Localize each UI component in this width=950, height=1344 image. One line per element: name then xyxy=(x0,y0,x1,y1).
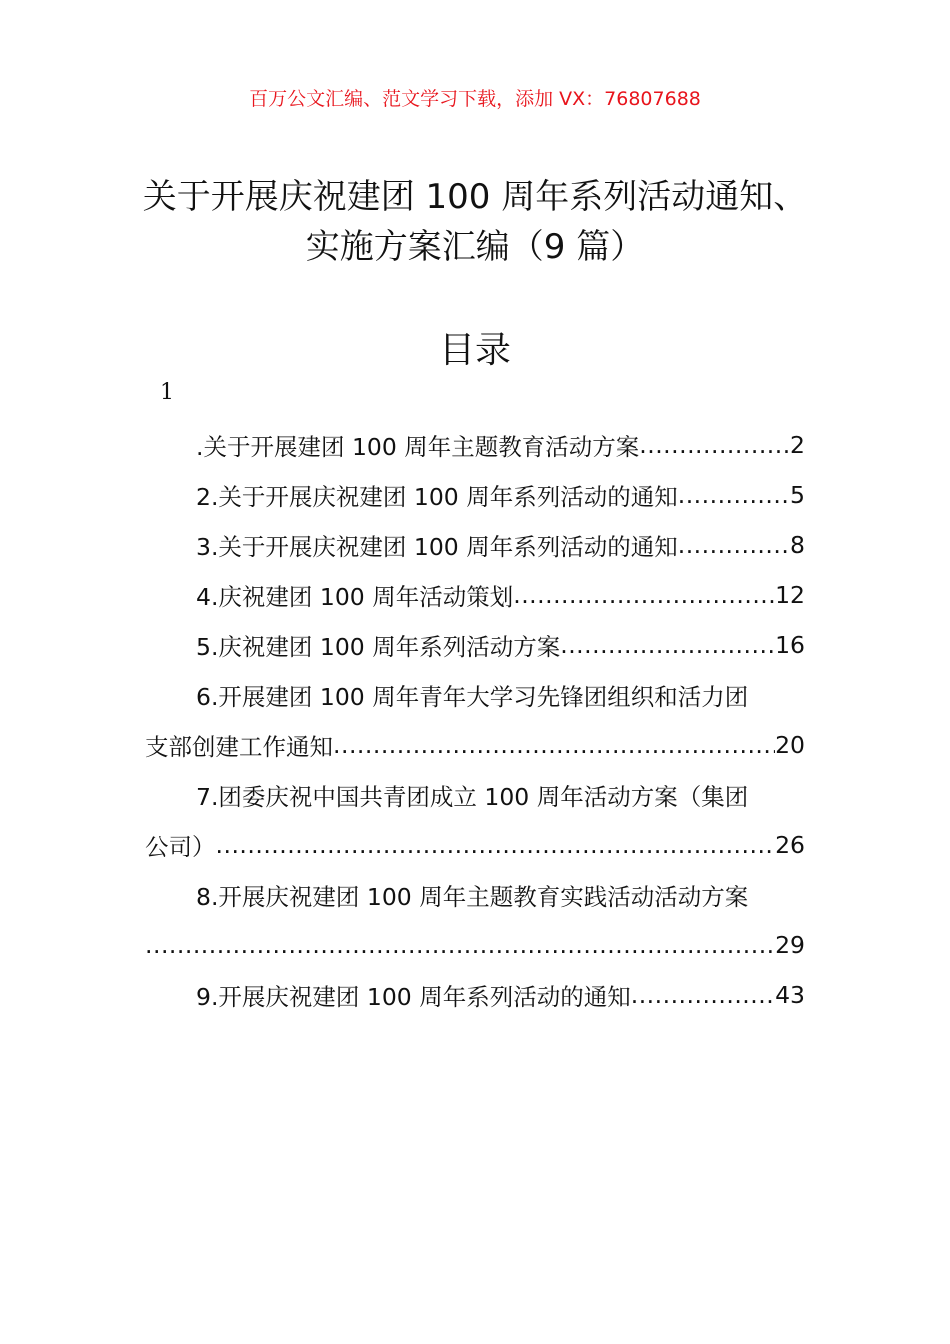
toc-entry-continuation[interactable] xyxy=(145,920,805,970)
dot-leader xyxy=(216,831,776,859)
toc-entry-title: 9.开展庆祝建团 100 周年系列活动的通知 xyxy=(196,983,631,1011)
toc-entry-title: 3.关于开展庆祝建团 100 周年系列活动的通知 xyxy=(196,533,678,561)
document-title xyxy=(0,172,950,272)
toc-entry-title: 8.开展庆祝建团 100 周年主题教育实践活动活动方案 xyxy=(196,883,749,911)
toc-entry-page: 43 xyxy=(775,981,805,1009)
toc-entry-page: 29 xyxy=(775,931,805,959)
toc-entry-page: 26 xyxy=(775,831,805,859)
toc-entry-title: 4.庆祝建团 100 周年活动策划 xyxy=(196,583,514,611)
toc-entry-page: 12 xyxy=(775,581,805,609)
dot-leader xyxy=(678,481,790,509)
toc-heading: 目录 xyxy=(438,330,511,371)
toc-entry-title: 7.团委庆祝中国共青团成立 100 周年活动方案（集团 xyxy=(196,783,749,811)
toc-entry-title-continuation: 支部创建工作通知 xyxy=(145,733,333,761)
toc-entry-continuation[interactable] xyxy=(145,720,805,770)
toc-entry-title: 5.庆祝建团 100 周年系列活动方案 xyxy=(196,633,561,661)
toc-entry-title-continuation: 公司） xyxy=(145,833,216,861)
toc-entry-title: 6.开展建团 100 周年青年大学习先锋团组织和活力团 xyxy=(196,683,749,711)
title-line: 实施方案汇编（9 篇） xyxy=(305,227,645,267)
dot-leader xyxy=(678,531,790,559)
dot-leader xyxy=(560,631,775,659)
toc-entry-title: 2.关于开展庆祝建团 100 周年系列活动的通知 xyxy=(196,483,678,511)
toc-entry-page: 16 xyxy=(775,631,805,659)
toc-first-number: 1 xyxy=(160,380,174,405)
toc-entry[interactable] xyxy=(145,420,805,470)
toc-entry[interactable] xyxy=(145,870,805,920)
toc-entry[interactable] xyxy=(145,670,805,720)
toc-entry[interactable] xyxy=(145,620,805,670)
toc-entry-continuation[interactable] xyxy=(145,820,805,870)
toc-entry-page: 20 xyxy=(775,731,805,759)
toc-entry[interactable] xyxy=(145,520,805,570)
toc-entry[interactable] xyxy=(145,570,805,620)
dot-leader xyxy=(513,581,775,609)
toc-entry[interactable] xyxy=(145,470,805,520)
toc-entry-title: .关于开展建团 100 周年主题教育活动方案 xyxy=(196,433,640,461)
watermark-header: 百万公文汇编、范文学习下载，添加 VX：76807688 xyxy=(249,88,701,110)
dot-leader xyxy=(631,981,775,1009)
toc-entry-page: 8 xyxy=(790,531,805,559)
table-of-contents xyxy=(145,420,805,1020)
toc-entry-page: 5 xyxy=(790,481,805,509)
title-line: 关于开展庆祝建团 100 周年系列活动通知、 xyxy=(142,177,808,217)
dot-leader xyxy=(333,731,775,759)
dot-leader xyxy=(639,431,790,459)
dot-leader xyxy=(145,931,775,959)
toc-entry[interactable] xyxy=(145,770,805,820)
toc-entry-page: 2 xyxy=(790,431,805,459)
toc-entry[interactable] xyxy=(145,970,805,1020)
